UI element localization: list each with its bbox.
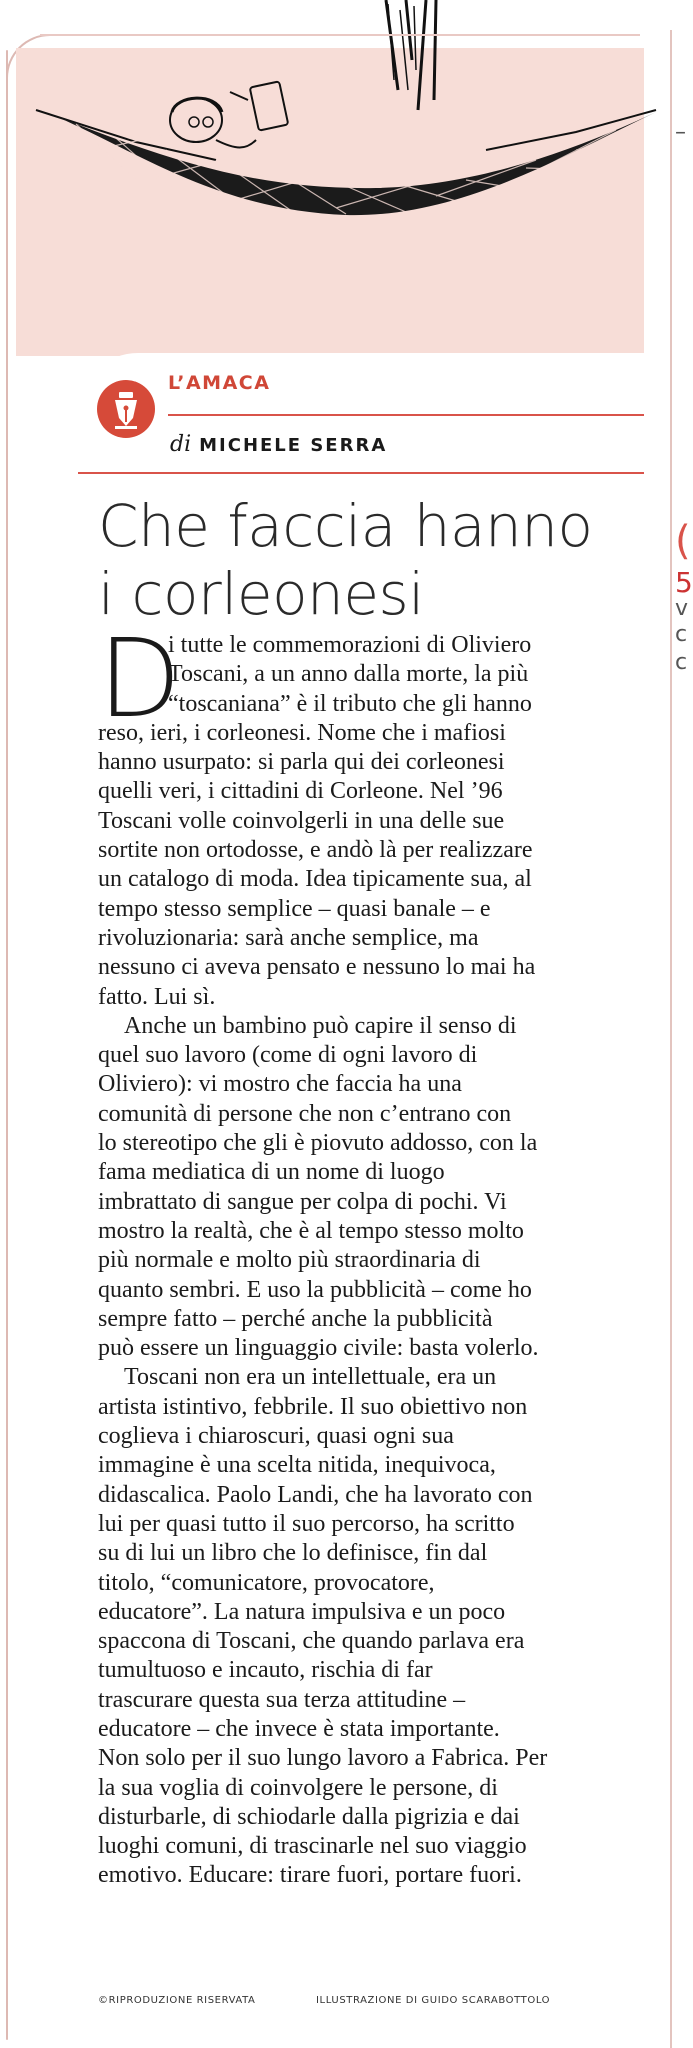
body-line: Anche un bambino può capire il senso di xyxy=(124,1012,517,1039)
body-line: tumultuoso e incauto, rischia di far xyxy=(98,1657,433,1684)
adjacent-column-glyph: – xyxy=(675,120,686,145)
body-line: Toscani non era un intellettuale, era un xyxy=(124,1364,497,1391)
body-line: didascalica. Paolo Landi, che ha lavorato con xyxy=(98,1481,533,1508)
body-line: fama mediatica di un nome di luogo xyxy=(98,1159,445,1186)
page-frame-left xyxy=(6,50,8,2040)
body-line: imbrattato di sangue per colpa di pochi. Vi xyxy=(98,1188,507,1215)
body-line: sempre fatto – perché anche la pubblicità xyxy=(98,1305,493,1332)
drop-cap: D xyxy=(98,617,182,742)
body-line: può essere un linguaggio civile: basta volerlo. xyxy=(98,1335,539,1362)
hammock-drawing xyxy=(16,0,676,300)
header-bottom-rule xyxy=(78,472,644,474)
title-line: Che faccia hanno xyxy=(98,492,593,560)
column-rubric: L’AMACA xyxy=(168,372,271,394)
body-line: “toscaniana” è il tributo che gli hanno xyxy=(168,690,532,717)
body-line: quelli veri, i cittadini di Corleone. Nel ’96 xyxy=(98,778,503,805)
body-line: mostro la realtà, che è al tempo stesso molto xyxy=(98,1217,524,1244)
body-line: nessuno ci aveva pensato e nessuno lo mai ha xyxy=(98,954,536,981)
body-line: artista istintivo, febbrile. Il suo obiettivo non xyxy=(98,1393,528,1420)
title-line: i corleonesi xyxy=(98,560,424,628)
adjacent-column-glyph: ( xyxy=(675,518,691,564)
illustration-credit: ILLUSTRAZIONE DI GUIDO SCARABOTTOLO xyxy=(316,1995,551,2006)
body-line: spaccona di Toscani, che quando parlava era xyxy=(98,1628,525,1655)
body-line: luoghi comuni, di trascinarle nel suo viaggio xyxy=(98,1833,527,1860)
body-line: educatore”. La natura impulsiva e un poco xyxy=(98,1598,506,1625)
body-line: i tutte le commemorazioni di Oliviero xyxy=(168,632,532,658)
body-line: disturbarle, di schiodarle dalla pigrizia e dai xyxy=(98,1803,520,1830)
adjacent-column-glyph: v xyxy=(675,596,689,621)
adjacent-column-glyph: 5 xyxy=(675,566,693,599)
body-line: trascurare questa sua terza attitudine – xyxy=(98,1686,466,1713)
byline-prefix: di xyxy=(170,432,192,457)
body-line: Toscani volle coinvolgerli in una delle sue xyxy=(98,807,505,834)
body-line: immagine è una scelta nitida, inequivoca, xyxy=(98,1452,496,1479)
adjacent-column-edge xyxy=(670,30,690,2048)
body-line: hanno usurpato: si parla qui dei corleonesi xyxy=(98,749,505,776)
body-line: Toscani, a un anno dalla morte, la più xyxy=(168,661,529,688)
adjacent-column-glyph: c xyxy=(675,622,688,647)
article-body xyxy=(98,617,644,1891)
body-line: Oliviero): vi mostro che faccia ha una xyxy=(98,1071,462,1098)
body-line: la sua voglia di coinvolgere le persone, di xyxy=(98,1774,498,1801)
adjacent-column-glyph: c xyxy=(675,650,688,675)
body-line: tempo stesso semplice – quasi banale – e xyxy=(98,895,491,922)
body-line: reso, ieri, i corleonesi. Nome che i mafiosi xyxy=(98,719,506,746)
body-line: coglieva i chiaroscuri, quasi ogni sua xyxy=(98,1423,454,1450)
body-line: rivoluzionaria: sarà anche semplice, ma xyxy=(98,924,479,951)
author-name: MICHELE SERRA xyxy=(199,435,388,456)
body-line: fatto. Lui sì. xyxy=(98,983,216,1010)
body-line: emotivo. Educare: tirare fuori, portare fuori. xyxy=(98,1862,522,1889)
byline xyxy=(170,432,387,457)
body-line: un catalogo di moda. Idea tipicamente sua, al xyxy=(98,866,532,893)
body-line: quanto sembri. E uso la pubblicità – come ho xyxy=(98,1276,532,1303)
body-line: titolo, “comunicatore, provocatore, xyxy=(98,1569,435,1596)
body-line: lo stereotipo che gli è piovuto addosso, con la xyxy=(98,1130,538,1157)
body-line: più normale e molto più straordinaria di xyxy=(98,1247,481,1274)
copyright-notice: ©RIPRODUZIONE RISERVATA xyxy=(98,1995,256,2006)
page-frame-top xyxy=(40,34,640,36)
fountain-pen-nib-icon xyxy=(97,380,155,438)
body-line: educatore – che invece è stata importante. xyxy=(98,1715,500,1742)
header-rule xyxy=(168,414,644,416)
hammock-illustration xyxy=(16,48,644,356)
body-line: su di lui un libro che lo definisce, fin dal xyxy=(98,1540,488,1567)
body-line: Non solo per il suo lungo lavoro a Fabrica. Per xyxy=(98,1745,548,1772)
body-line: lui per quasi tutto il suo percorso, ha scritto xyxy=(98,1510,515,1537)
article-title xyxy=(98,492,658,628)
body-line: sortite non ortodosse, e andò là per realizzare xyxy=(98,837,533,864)
body-line: quel suo lavoro (come di ogni lavoro di xyxy=(98,1042,478,1069)
body-line: comunità di persone che non c’entrano con xyxy=(98,1100,512,1127)
